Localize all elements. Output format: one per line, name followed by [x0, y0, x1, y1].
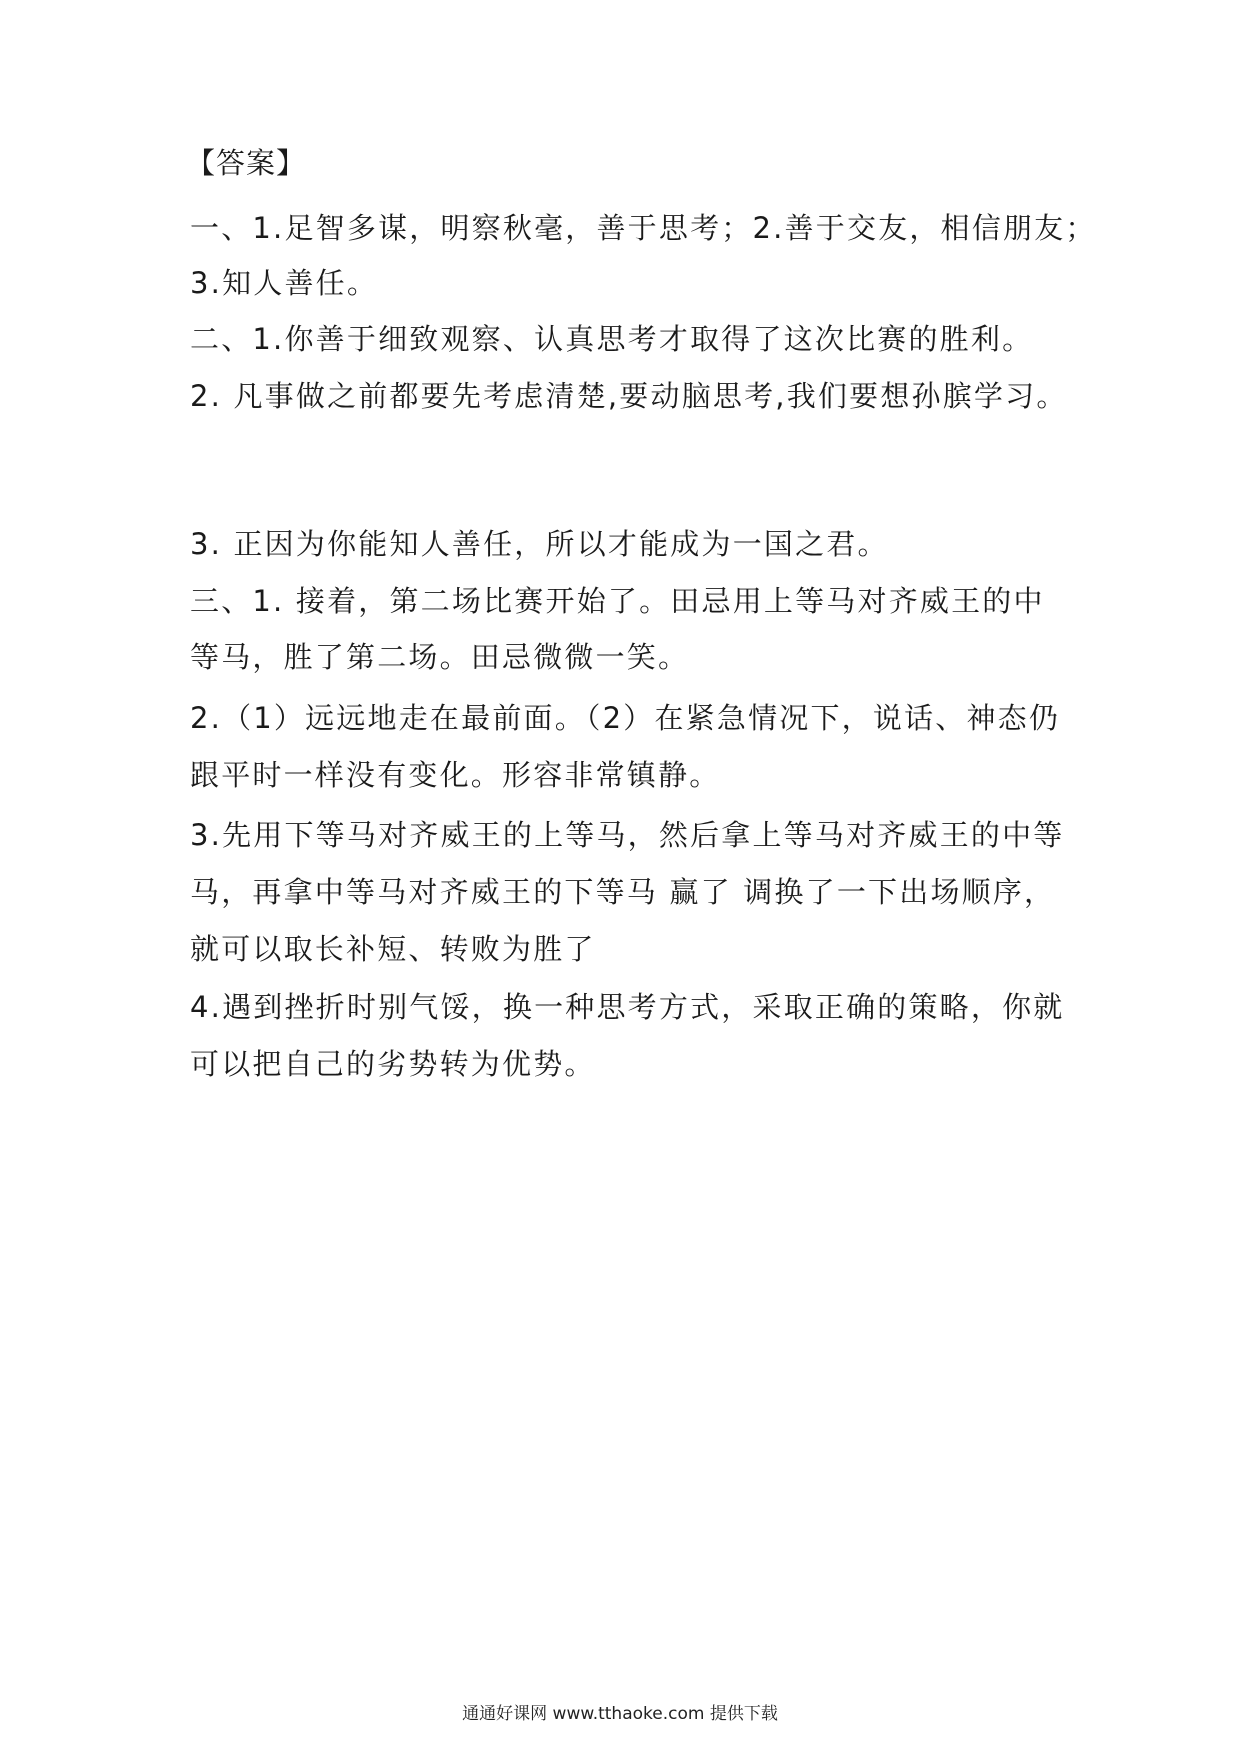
page-footer: 通通好课网 www.tthaoke.com 提供下载	[462, 1704, 778, 1724]
answer-line: 4.遇到挫折时别气馁，换一种思考方式，采取正确的策略，你就	[190, 990, 1065, 1024]
answer-line: 一、1.足智多谋，明察秋毫，善于思考；2.善于交友，相信朋友；	[190, 211, 1097, 245]
answer-line: 三、1. 接着，第二场比赛开始了。田忌用上等马对齐威王的中	[190, 584, 1045, 618]
answer-line: 二、1.你善于细致观察、认真思考才取得了这次比赛的胜利。	[190, 322, 1034, 356]
answer-line: 可以把自己的劣势转为优势。	[190, 1047, 596, 1081]
answer-line: 3.知人善任。	[190, 266, 379, 300]
answer-line: 就可以取长补短、转败为胜了	[190, 932, 596, 966]
answer-line: 3.先用下等马对齐威王的上等马，然后拿上等马对齐威王的中等	[190, 818, 1065, 852]
answer-line: 马，再拿中等马对齐威王的下等马 赢了 调换了一下出场顺序，	[190, 875, 1056, 909]
answer-line: 跟平时一样没有变化。形容非常镇静。	[190, 758, 721, 792]
answer-line: 2. 凡事做之前都要先考虑清楚,要动脑思考,我们要想孙膑学习。	[190, 379, 1068, 413]
answer-heading: 【答案】	[186, 146, 307, 180]
answer-line: 3. 正因为你能知人善任，所以才能成为一国之君。	[190, 527, 889, 561]
answer-line: 等马，胜了第二场。田忌微微一笑。	[190, 640, 690, 674]
answer-line: 2.（1）远远地走在最前面。（2）在紧急情况下，说话、神态仍	[190, 701, 1061, 735]
